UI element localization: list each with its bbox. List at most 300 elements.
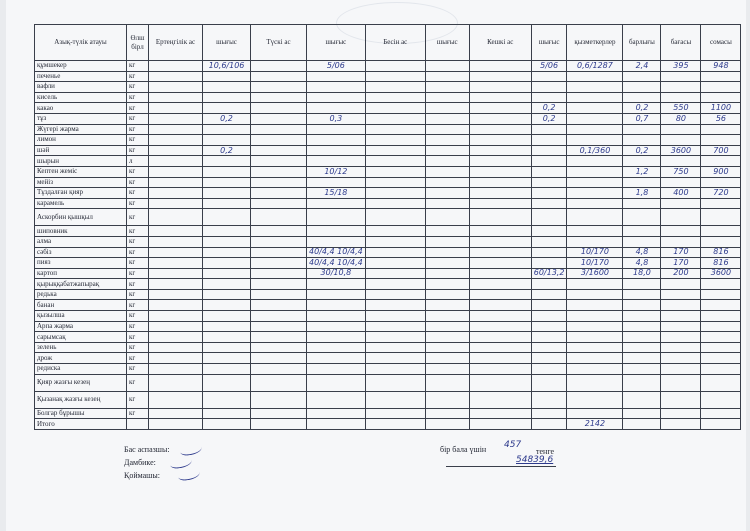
value-cell (365, 92, 425, 103)
value-cell (531, 226, 567, 237)
value-cell (661, 156, 701, 167)
value-cell (425, 391, 469, 408)
value-cell (425, 92, 469, 103)
table-row (35, 279, 741, 290)
value-cell (365, 82, 425, 93)
value-cell (365, 353, 425, 364)
value-cell (469, 321, 531, 332)
value-cell (567, 71, 623, 82)
value-cell (531, 321, 567, 332)
unit-cell: кг (127, 391, 149, 408)
cook-signature (179, 443, 202, 457)
value-cell (307, 226, 366, 237)
value-cell (567, 391, 623, 408)
value-cell (425, 332, 469, 343)
value-cell (425, 408, 469, 419)
unit-cell (127, 419, 149, 430)
product-name: қызылша (35, 311, 127, 322)
value-cell: 0,2 (623, 145, 661, 156)
unit-cell: кг (127, 177, 149, 188)
value-cell (531, 166, 567, 177)
value-cell (567, 166, 623, 177)
value-cell: 0,2 (203, 145, 251, 156)
value-cell (531, 71, 567, 82)
unit-cell: кг (127, 188, 149, 199)
value-cell: 1,8 (623, 188, 661, 199)
value-cell (149, 82, 203, 93)
value-cell (469, 113, 531, 124)
value-cell (251, 82, 307, 93)
value-cell: 3/1600 (567, 268, 623, 279)
column-header: шығыс (531, 25, 567, 61)
value-cell (623, 209, 661, 226)
value-cell (149, 300, 203, 311)
value-cell (149, 311, 203, 322)
value-cell (149, 419, 203, 430)
value-cell: 400 (661, 188, 701, 199)
value-cell: 395 (661, 61, 701, 72)
value-cell (469, 82, 531, 93)
per-child-value: 457 (504, 440, 522, 450)
value-cell (203, 103, 251, 114)
value-cell (531, 247, 567, 258)
value-cell (701, 419, 741, 430)
value-cell (149, 166, 203, 177)
value-cell: 40/4,4 10/4,4 (307, 247, 366, 258)
value-cell (531, 236, 567, 247)
value-cell (701, 353, 741, 364)
value-cell (203, 209, 251, 226)
value-cell: 40/4,4 10/4,4 (307, 258, 366, 269)
value-cell (567, 135, 623, 146)
product-name: Тұздалған қияр (35, 188, 127, 199)
value-cell (365, 188, 425, 199)
unit-cell: кг (127, 311, 149, 322)
value-cell (701, 408, 741, 419)
value-cell: 0,2 (531, 113, 567, 124)
value-cell (307, 419, 366, 430)
value-cell (661, 311, 701, 322)
column-header: Түскі ас (251, 25, 307, 61)
value-cell (567, 300, 623, 311)
column-header: барлығы (623, 25, 661, 61)
total-underline (446, 466, 556, 467)
value-cell (469, 198, 531, 209)
value-cell (567, 177, 623, 188)
value-cell (567, 236, 623, 247)
value-cell: 5/06 (531, 61, 567, 72)
value-cell (567, 103, 623, 114)
value-cell (531, 188, 567, 199)
value-cell: 550 (661, 103, 701, 114)
value-cell: 0,2 (531, 103, 567, 114)
table-row (35, 258, 741, 269)
table-row (35, 177, 741, 188)
value-cell (701, 236, 741, 247)
value-cell (149, 61, 203, 72)
value-cell (531, 419, 567, 430)
value-cell (203, 300, 251, 311)
value-cell (469, 71, 531, 82)
table-row (35, 61, 741, 72)
value-cell (307, 408, 366, 419)
value-cell (469, 353, 531, 364)
value-cell (701, 177, 741, 188)
value-cell (149, 408, 203, 419)
value-cell (623, 311, 661, 322)
unit-cell: кг (127, 236, 149, 247)
value-cell (203, 177, 251, 188)
column-header: шығыс (203, 25, 251, 61)
expense-table (34, 24, 741, 430)
value-cell (531, 156, 567, 167)
per-child-label: бір бала үшін (440, 445, 487, 454)
value-cell (567, 82, 623, 93)
value-cell (701, 342, 741, 353)
unit-cell: кг (127, 113, 149, 124)
storekeeper-signature (169, 456, 192, 470)
value-cell: 10,6/106 (203, 61, 251, 72)
value-cell (661, 419, 701, 430)
value-cell: 4,8 (623, 258, 661, 269)
value-cell (307, 124, 366, 135)
value-cell (623, 391, 661, 408)
table-row (35, 113, 741, 124)
unit-cell: кг (127, 209, 149, 226)
product-name: дрож (35, 353, 127, 364)
document-sheet (6, 0, 746, 531)
value-cell (661, 209, 701, 226)
value-cell (661, 82, 701, 93)
value-cell (203, 247, 251, 258)
column-header: Өлш бірл (127, 25, 149, 61)
value-cell (307, 374, 366, 391)
value-cell: 0,2 (203, 113, 251, 124)
value-cell (149, 391, 203, 408)
table-row (35, 71, 741, 82)
value-cell (149, 156, 203, 167)
value-cell (469, 364, 531, 375)
value-cell (365, 113, 425, 124)
value-cell (149, 188, 203, 199)
unit-cell: кг (127, 247, 149, 258)
value-cell (531, 391, 567, 408)
value-cell (251, 300, 307, 311)
value-cell (149, 177, 203, 188)
warehouse-signature (177, 468, 200, 482)
value-cell (469, 279, 531, 290)
warehouse-label: Қоймашы: (124, 471, 160, 480)
value-cell (149, 332, 203, 343)
value-cell (425, 353, 469, 364)
table-row (35, 321, 741, 332)
value-cell (251, 188, 307, 199)
value-cell (365, 124, 425, 135)
value-cell (425, 135, 469, 146)
product-name: Болгар бұрышы (35, 408, 127, 419)
value-cell (623, 300, 661, 311)
value-cell (149, 209, 203, 226)
column-header: Ертеңгілік ас (149, 25, 203, 61)
value-cell: 0,1/360 (567, 145, 623, 156)
value-cell (251, 124, 307, 135)
value-cell (251, 92, 307, 103)
value-cell (531, 258, 567, 269)
value-cell (425, 311, 469, 322)
product-name: кисель (35, 92, 127, 103)
value-cell (203, 374, 251, 391)
product-name: құмшекер (35, 61, 127, 72)
value-cell (149, 236, 203, 247)
table-row (35, 391, 741, 408)
value-cell (701, 135, 741, 146)
unit-cell: кг (127, 135, 149, 146)
value-cell (661, 279, 701, 290)
value-cell (365, 166, 425, 177)
unit-cell: кг (127, 82, 149, 93)
value-cell: 816 (701, 258, 741, 269)
product-name: Қияр жазғы кезең (35, 374, 127, 391)
value-cell (567, 289, 623, 300)
value-cell: 200 (661, 268, 701, 279)
value-cell (251, 145, 307, 156)
value-cell (567, 198, 623, 209)
value-cell (251, 258, 307, 269)
value-cell (203, 226, 251, 237)
value-cell (149, 145, 203, 156)
value-cell (469, 236, 531, 247)
value-cell (251, 135, 307, 146)
unit-cell: кг (127, 226, 149, 237)
value-cell (203, 353, 251, 364)
unit-cell: кг (127, 364, 149, 375)
value-cell (567, 209, 623, 226)
value-cell (567, 156, 623, 167)
product-name: Арпа жарма (35, 321, 127, 332)
value-cell (307, 342, 366, 353)
value-cell: 700 (701, 145, 741, 156)
product-name: редиска (35, 364, 127, 375)
value-cell (251, 268, 307, 279)
value-cell (307, 332, 366, 343)
value-cell (307, 279, 366, 290)
value-cell (623, 408, 661, 419)
unit-cell: кг (127, 145, 149, 156)
value-cell: 2142 (567, 419, 623, 430)
table-row (35, 198, 741, 209)
value-cell (623, 71, 661, 82)
value-cell (567, 408, 623, 419)
value-cell (567, 374, 623, 391)
value-cell (365, 391, 425, 408)
product-name: Итого (35, 419, 127, 430)
value-cell (203, 332, 251, 343)
product-name: редька (35, 289, 127, 300)
value-cell (567, 364, 623, 375)
value-cell (469, 300, 531, 311)
column-header: қызметкерлер (567, 25, 623, 61)
value-cell (567, 311, 623, 322)
value-cell (149, 364, 203, 375)
value-cell (425, 209, 469, 226)
value-cell (149, 321, 203, 332)
value-cell: 2,4 (623, 61, 661, 72)
value-cell (567, 124, 623, 135)
value-cell (149, 279, 203, 290)
value-cell (365, 156, 425, 167)
value-cell (149, 124, 203, 135)
value-cell (623, 332, 661, 343)
value-cell (251, 198, 307, 209)
value-cell (203, 71, 251, 82)
value-cell (469, 289, 531, 300)
value-cell (469, 61, 531, 72)
value-cell (531, 300, 567, 311)
product-name: қырыққабатжапырақ (35, 279, 127, 290)
value-cell (531, 332, 567, 343)
value-cell (425, 71, 469, 82)
product-name: лимон (35, 135, 127, 146)
value-cell (251, 342, 307, 353)
table-row (35, 226, 741, 237)
value-cell (701, 374, 741, 391)
value-cell (531, 311, 567, 322)
value-cell (425, 364, 469, 375)
value-cell (307, 236, 366, 247)
value-cell (365, 103, 425, 114)
value-cell (425, 342, 469, 353)
value-cell (701, 209, 741, 226)
value-cell (203, 135, 251, 146)
value-cell (251, 353, 307, 364)
value-cell (425, 300, 469, 311)
value-cell (425, 188, 469, 199)
value-cell (623, 198, 661, 209)
unit-cell: кг (127, 279, 149, 290)
unit-cell: кг (127, 258, 149, 269)
value-cell (251, 156, 307, 167)
product-name: банан (35, 300, 127, 311)
value-cell (623, 364, 661, 375)
value-cell (531, 289, 567, 300)
value-cell (251, 103, 307, 114)
table-row (35, 364, 741, 375)
value-cell (365, 374, 425, 391)
value-cell (425, 374, 469, 391)
value-cell (469, 408, 531, 419)
value-cell (251, 61, 307, 72)
value-cell (425, 82, 469, 93)
product-name: вафли (35, 82, 127, 93)
value-cell (701, 226, 741, 237)
value-cell (149, 268, 203, 279)
value-cell (531, 177, 567, 188)
product-name: сәбіз (35, 247, 127, 258)
table-row (35, 145, 741, 156)
value-cell (701, 391, 741, 408)
value-cell (203, 236, 251, 247)
product-name: картоп (35, 268, 127, 279)
unit-cell: кг (127, 71, 149, 82)
value-cell (567, 92, 623, 103)
value-cell (425, 124, 469, 135)
table-row (35, 236, 741, 247)
value-cell (425, 166, 469, 177)
table-row (35, 408, 741, 419)
value-cell (623, 82, 661, 93)
value-cell (469, 124, 531, 135)
value-cell (469, 209, 531, 226)
value-cell: 0,2 (623, 103, 661, 114)
value-cell (425, 156, 469, 167)
value-cell (203, 268, 251, 279)
value-cell (425, 113, 469, 124)
value-cell (623, 92, 661, 103)
value-cell: 900 (701, 166, 741, 177)
value-cell (469, 332, 531, 343)
unit-cell: кг (127, 103, 149, 114)
table-row (35, 374, 741, 391)
value-cell (307, 92, 366, 103)
value-cell (469, 135, 531, 146)
unit-cell: кг (127, 268, 149, 279)
value-cell: 0,6/1287 (567, 61, 623, 72)
value-cell (623, 321, 661, 332)
value-cell: 15/18 (307, 188, 366, 199)
value-cell (365, 311, 425, 322)
value-cell (469, 177, 531, 188)
value-cell (469, 103, 531, 114)
value-cell (469, 419, 531, 430)
value-cell (203, 198, 251, 209)
product-name: мейіз (35, 177, 127, 188)
value-cell: 56 (701, 113, 741, 124)
table-row (35, 209, 741, 226)
value-cell: 1100 (701, 103, 741, 114)
value-cell (203, 188, 251, 199)
value-cell (307, 135, 366, 146)
product-name: Аскорбин қышқыл (35, 209, 127, 226)
value-cell (307, 391, 366, 408)
table-row (35, 82, 741, 93)
value-cell (365, 258, 425, 269)
value-cell (149, 342, 203, 353)
value-cell (661, 408, 701, 419)
value-cell (623, 177, 661, 188)
value-cell (365, 279, 425, 290)
value-cell (149, 198, 203, 209)
column-header: сомасы (701, 25, 741, 61)
value-cell (365, 342, 425, 353)
value-cell (203, 419, 251, 430)
value-cell (623, 353, 661, 364)
value-cell (365, 236, 425, 247)
value-cell (307, 289, 366, 300)
value-cell (567, 113, 623, 124)
storekeeper-label: Дамбике: (124, 458, 156, 467)
value-cell (425, 145, 469, 156)
value-cell (149, 135, 203, 146)
product-name: шырын (35, 156, 127, 167)
value-cell (365, 419, 425, 430)
value-cell (365, 145, 425, 156)
value-cell (469, 156, 531, 167)
value-cell (701, 156, 741, 167)
value-cell (425, 236, 469, 247)
value-cell (623, 226, 661, 237)
value-cell (531, 374, 567, 391)
value-cell (469, 258, 531, 269)
